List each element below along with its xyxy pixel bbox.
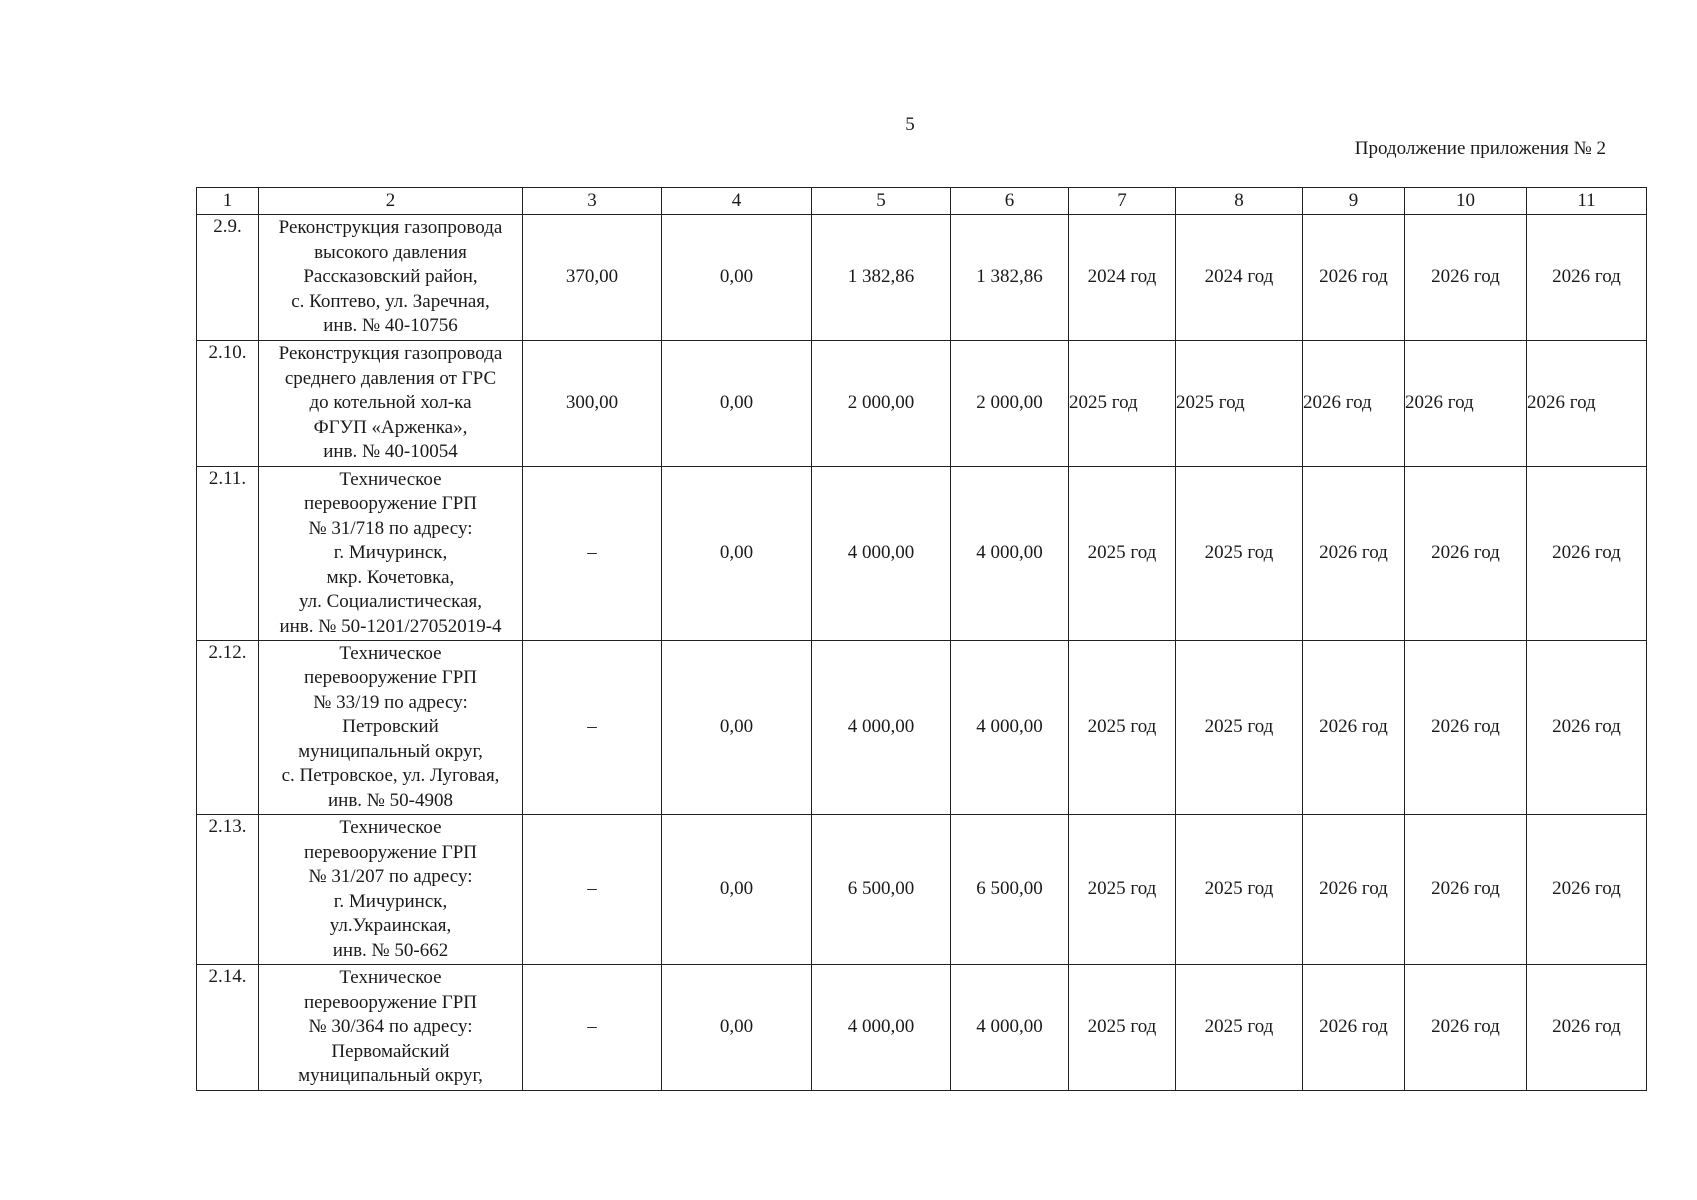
table-row bbox=[197, 815, 1647, 965]
object-name-line: инв. № 50-1201/27052019-4 bbox=[279, 615, 502, 637]
appendix-table bbox=[196, 187, 1647, 1091]
cell-col-10: 2026 год bbox=[1405, 965, 1527, 1091]
cell-col-9: 2026 год bbox=[1303, 341, 1405, 467]
object-name-line: ул.Украинская, bbox=[329, 915, 452, 936]
cell-col-4: 0,00 bbox=[662, 341, 812, 467]
cell-col-4: 0,00 bbox=[662, 815, 812, 965]
object-name-line: Рассказовский район, bbox=[303, 266, 478, 288]
object-name-line: высокого давления bbox=[314, 241, 467, 263]
table-row bbox=[197, 467, 1647, 641]
cell-col-7: 2025 год bbox=[1069, 341, 1176, 467]
object-name-line: мкр. Кочетовка, bbox=[326, 566, 455, 588]
cell-col-3: – bbox=[523, 467, 662, 641]
object-name-line: перевооружение ГРП bbox=[304, 991, 477, 1013]
cell-col-11: 2026 год bbox=[1527, 965, 1647, 1091]
cell-col-3: – bbox=[523, 965, 662, 1091]
cell-col-4: 0,00 bbox=[662, 467, 812, 641]
object-name-line: инв. № 40-10054 bbox=[323, 441, 458, 463]
cell-col-4: 0,00 bbox=[662, 641, 812, 815]
cell-col-6: 6 500,00 bbox=[951, 815, 1069, 965]
column-header: 2 bbox=[259, 188, 523, 215]
cell-col-11: 2026 год bbox=[1527, 215, 1647, 341]
cell-col-3: 300,00 bbox=[523, 341, 662, 467]
cell-col-4: 0,00 bbox=[662, 215, 812, 341]
cell-col-7: 2025 год bbox=[1069, 467, 1176, 641]
cell-col-9: 2026 год bbox=[1303, 467, 1405, 641]
object-name-line: г. Мичуринск, bbox=[333, 890, 448, 912]
table-header-row bbox=[197, 188, 1647, 215]
cell-col-8: 2025 год bbox=[1176, 641, 1303, 815]
cell-col-8: 2025 год bbox=[1176, 815, 1303, 965]
object-name-line: № 31/718 по адресу: bbox=[308, 517, 473, 539]
cell-col-10: 2026 год bbox=[1405, 215, 1527, 341]
object-name-line: Техническое bbox=[339, 967, 442, 989]
column-header: 3 bbox=[523, 188, 662, 215]
object-name bbox=[259, 965, 523, 1091]
object-name-line: муниципальный округ, bbox=[298, 740, 483, 762]
cell-col-5: 4 000,00 bbox=[812, 641, 951, 815]
object-name bbox=[259, 341, 523, 467]
cell-col-10: 2026 год bbox=[1405, 641, 1527, 815]
cell-col-6: 1 382,86 bbox=[951, 215, 1069, 341]
cell-col-11: 2026 год bbox=[1527, 467, 1647, 641]
cell-col-8: 2024 год bbox=[1176, 215, 1303, 341]
cell-col-11: 2026 год bbox=[1527, 815, 1647, 965]
cell-col-5: 4 000,00 bbox=[812, 965, 951, 1091]
object-name-line: муниципальный округ, bbox=[298, 1065, 483, 1087]
cell-col-9: 2026 год bbox=[1303, 965, 1405, 1091]
row-number: 2.11. bbox=[197, 467, 259, 641]
cell-col-6: 2 000,00 bbox=[951, 341, 1069, 467]
column-header: 11 bbox=[1527, 188, 1647, 215]
object-name-line: перевооружение ГРП bbox=[304, 493, 477, 515]
row-number: 2.14. bbox=[197, 965, 259, 1091]
object-name bbox=[259, 815, 523, 965]
page-number: 5 bbox=[905, 114, 915, 135]
cell-col-7: 2025 год bbox=[1069, 965, 1176, 1091]
object-name bbox=[259, 641, 523, 815]
object-name-line: с. Петровское, ул. Луговая, bbox=[281, 765, 500, 787]
row-number: 2.9. bbox=[197, 215, 259, 341]
column-header: 10 bbox=[1405, 188, 1527, 215]
object-name-line: Техническое bbox=[339, 817, 442, 838]
cell-col-6: 4 000,00 bbox=[951, 965, 1069, 1091]
cell-col-11: 2026 год bbox=[1527, 641, 1647, 815]
cell-col-3: – bbox=[523, 641, 662, 815]
object-name-line: ул. Социалистическая, bbox=[298, 591, 483, 613]
object-name-line: Первомайский bbox=[331, 1040, 450, 1062]
cell-col-5: 1 382,86 bbox=[812, 215, 951, 341]
table-row bbox=[197, 341, 1647, 467]
cell-col-9: 2026 год bbox=[1303, 215, 1405, 341]
row-number: 2.12. bbox=[197, 641, 259, 815]
object-name-line: инв. № 40-10756 bbox=[323, 315, 458, 337]
cell-col-3: – bbox=[523, 815, 662, 965]
cell-col-7: 2025 год bbox=[1069, 641, 1176, 815]
cell-col-6: 4 000,00 bbox=[951, 467, 1069, 641]
cell-col-6: 4 000,00 bbox=[951, 641, 1069, 815]
object-name-line: среднего давления от ГРС bbox=[284, 367, 497, 389]
object-name-line: № 33/19 по адресу: bbox=[313, 691, 468, 713]
object-name-line: г. Мичуринск, bbox=[333, 542, 448, 564]
column-header: 7 bbox=[1069, 188, 1176, 215]
object-name-line: Техническое bbox=[339, 468, 442, 490]
object-name bbox=[259, 215, 523, 341]
column-header: 6 bbox=[951, 188, 1069, 215]
table-row bbox=[197, 965, 1647, 1091]
cell-col-9: 2026 год bbox=[1303, 815, 1405, 965]
cell-col-10: 2026 год bbox=[1405, 467, 1527, 641]
object-name-line: Реконструкция газопровода bbox=[278, 343, 503, 365]
cell-col-8: 2025 год bbox=[1176, 965, 1303, 1091]
object-name-line: Реконструкция газопровода bbox=[278, 217, 503, 239]
object-name-line: до котельной хол-ка bbox=[309, 392, 472, 414]
cell-col-3: 370,00 bbox=[523, 215, 662, 341]
cell-col-8: 2025 год bbox=[1176, 341, 1303, 467]
object-name-line: ФГУП «Арженка», bbox=[313, 416, 468, 438]
row-number: 2.13. bbox=[197, 815, 259, 965]
object-name-line: № 30/364 по адресу: bbox=[308, 1016, 473, 1038]
object-name-line: № 31/207 по адресу: bbox=[308, 866, 473, 887]
cell-col-10: 2026 год bbox=[1405, 815, 1527, 965]
cell-col-4: 0,00 bbox=[662, 965, 812, 1091]
cell-col-5: 6 500,00 bbox=[812, 815, 951, 965]
column-header: 8 bbox=[1176, 188, 1303, 215]
cell-col-8: 2025 год bbox=[1176, 467, 1303, 641]
table-row bbox=[197, 215, 1647, 341]
column-header: 9 bbox=[1303, 188, 1405, 215]
column-header: 5 bbox=[812, 188, 951, 215]
object-name-line: инв. № 50-662 bbox=[332, 939, 449, 961]
cell-col-10: 2026 год bbox=[1405, 341, 1527, 467]
cell-col-5: 4 000,00 bbox=[812, 467, 951, 641]
cell-col-5: 2 000,00 bbox=[812, 341, 951, 467]
object-name-line: Техническое bbox=[339, 642, 442, 664]
object-name-line: с. Коптево, ул. Заречная, bbox=[291, 290, 490, 312]
appendix-caption: Продолжение приложения № 2 bbox=[1354, 138, 1606, 159]
cell-col-7: 2025 год bbox=[1069, 815, 1176, 965]
row-number: 2.10. bbox=[197, 341, 259, 467]
object-name-line: перевооружение ГРП bbox=[304, 667, 477, 689]
cell-col-11: 2026 год bbox=[1527, 341, 1647, 467]
object-name bbox=[259, 467, 523, 641]
cell-col-7: 2024 год bbox=[1069, 215, 1176, 341]
object-name-line: Петровский bbox=[342, 716, 439, 738]
object-name-line: инв. № 50-4908 bbox=[327, 789, 453, 811]
object-name-line: перевооружение ГРП bbox=[304, 841, 477, 863]
column-header: 1 bbox=[197, 188, 259, 215]
table-row bbox=[197, 641, 1647, 815]
cell-col-9: 2026 год bbox=[1303, 641, 1405, 815]
column-header: 4 bbox=[662, 188, 812, 215]
